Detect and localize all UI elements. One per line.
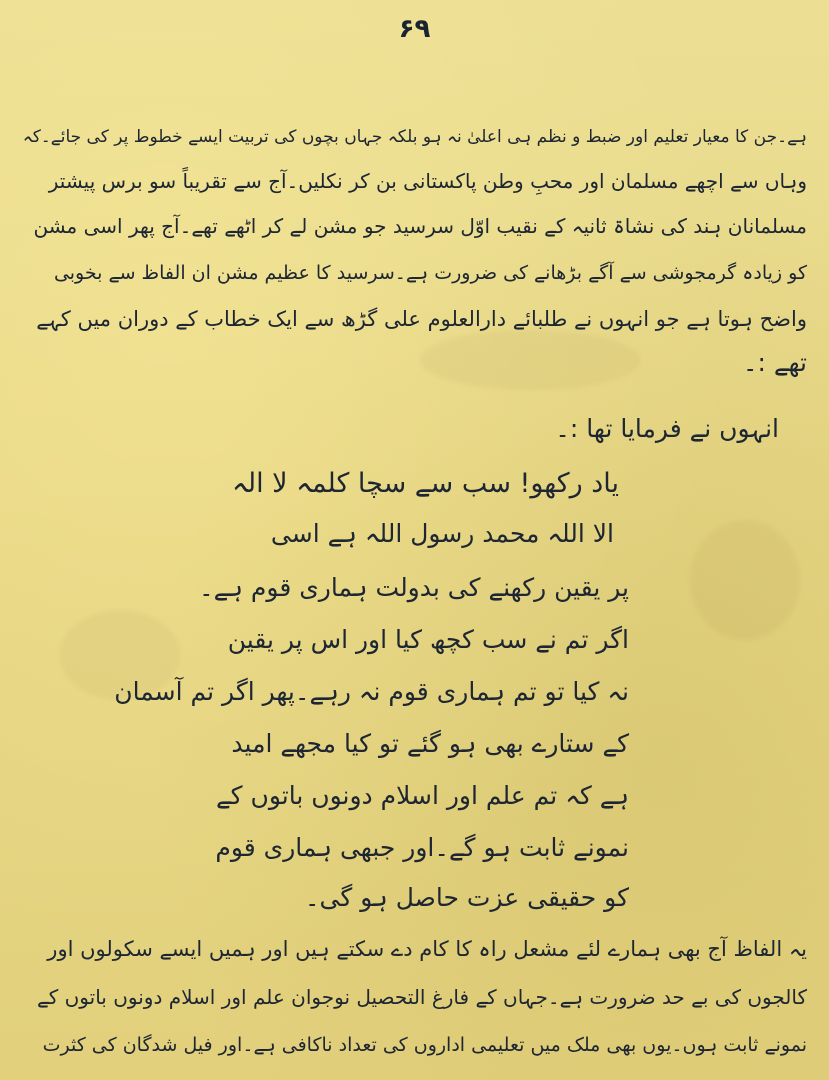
quote-line: کو حقیقی عزت حاصل ہو گی۔ (304, 883, 629, 912)
paragraph-line: تھے :۔ (742, 348, 807, 377)
quote-line: کے ستارے بھی ہو گئے تو کیا مجھے امید (231, 729, 629, 758)
paragraph-line: کالجوں کی بے حد ضرورت ہے۔جہاں کے فارغ التحصیل نوجوان علم اور اسلام دونوں باتوں کے (37, 985, 807, 1009)
quote-line: نمونے ثابت ہو گے۔اور جبھی ہماری قوم (215, 833, 629, 862)
paragraph-line: مسلمانان ہند کی نشاۃ ثانیہ کے نقیب اوّل سرسید جو مشن لے کر اٹھے تھے۔آج پھر اسی مشن (33, 214, 807, 238)
paragraph-line: نمونے ثابت ہوں۔یوں بھی ملک میں تعلیمی اداروں کی تعداد ناکافی ہے۔اور فیل شدگان کی کثرت (42, 1034, 807, 1056)
paragraph-line: وہاں سے اچھے مسلمان اور محبِ وطن پاکستانی بن کر نکلیں۔آج سے تقریباً سو برس پیشتر (48, 169, 807, 193)
quote-line: اگر تم نے سب کچھ کیا اور اس پر یقین (227, 625, 629, 654)
quote-line: پر یقین رکھنے کی بدولت ہماری قوم ہے۔ (199, 573, 629, 602)
quote-line: الا اللہ محمد رسول اللہ ہے اسی (270, 519, 614, 548)
page-number: ۶۹ (398, 14, 431, 44)
paragraph-line: واضح ہوتا ہے جو انہوں نے طلبائے دارالعلوم علی گڑھ سے ایک خطاب کے دوران میں کہے (36, 307, 807, 331)
quote-line: نہ کیا تو تم ہماری قوم نہ رہے۔پھر اگر تم آسمان (114, 677, 629, 706)
paragraph-line: کو زیادہ گرمجوشی سے آگے بڑھانے کی ضرورت ہے۔سرسید کا عظیم مشن ان الفاظ سے بخوبی (53, 262, 807, 284)
intro-line: انہوں نے فرمایا تھا :۔ (555, 414, 779, 443)
quote-line: یاد رکھو! سب سے سچا کلمہ لا الہ (232, 468, 619, 499)
quote-line: ہے کہ تم علم اور اسلام دونوں باتوں کے (215, 781, 629, 810)
paragraph-line: یہ الفاظ آج بھی ہمارے لئے مشعل راہ کا کام دے سکتے ہیں اور ہمیں ایسے سکولوں اور (47, 937, 807, 961)
paragraph-line: ہے۔جن کا معیار تعلیم اور ضبط و نظم ہی اعلیٰ نہ ہو بلکہ جہاں بچوں کی تربیت ایسے خطوط پر کی جائے۔کہ (22, 127, 807, 147)
paper-stain (690, 520, 800, 640)
